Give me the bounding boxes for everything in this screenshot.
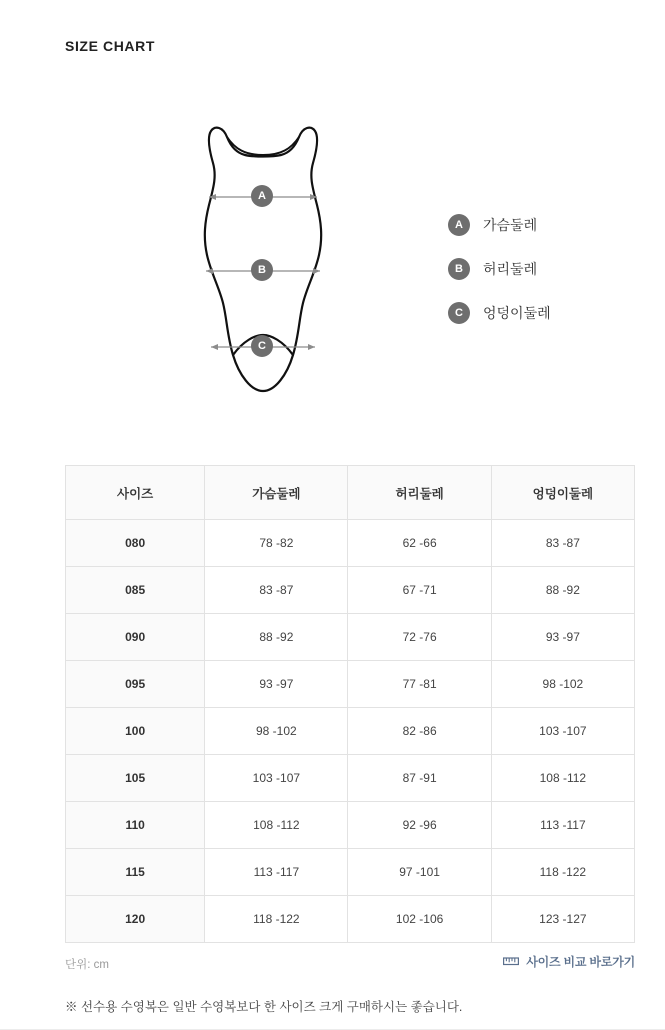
cell-waist: 82 -86	[348, 708, 491, 755]
size-note: ※ 선수용 수영복은 일반 수영복보다 한 사이즈 크게 구매하시는 좋습니다.	[65, 1000, 463, 1014]
unit-label: 단위: cm	[65, 959, 109, 971]
cell-bust: 88 -92	[205, 614, 348, 661]
cell-waist: 72 -76	[348, 614, 491, 661]
diagram-marker-a: A	[251, 185, 273, 207]
column-header-size: 사이즈	[66, 466, 205, 520]
cell-size: 095	[66, 661, 205, 708]
table-row	[66, 849, 635, 896]
page-title: SIZE CHART	[65, 38, 155, 54]
cell-waist: 67 -71	[348, 567, 491, 614]
table-row	[66, 896, 635, 943]
cell-bust: 113 -117	[205, 849, 348, 896]
cell-waist: 102 -106	[348, 896, 491, 943]
column-header-waist: 허리둘레	[348, 466, 491, 520]
legend-badge-a: A	[448, 214, 470, 236]
cell-size: 090	[66, 614, 205, 661]
table-row	[66, 614, 635, 661]
legend-label-waist: 허리둘레	[483, 261, 538, 277]
cell-hip: 98 -102	[491, 661, 634, 708]
cell-bust: 83 -87	[205, 567, 348, 614]
table-footer	[65, 955, 635, 979]
cell-hip: 88 -92	[491, 567, 634, 614]
legend-item-hip	[448, 302, 551, 324]
cell-waist: 97 -101	[348, 849, 491, 896]
cell-hip: 103 -107	[491, 708, 634, 755]
cell-bust: 98 -102	[205, 708, 348, 755]
cell-waist: 92 -96	[348, 802, 491, 849]
cell-size: 085	[66, 567, 205, 614]
diagram-marker-c: C	[251, 335, 273, 357]
size-compare-link[interactable]	[503, 953, 635, 970]
table-row	[66, 802, 635, 849]
cell-waist: 77 -81	[348, 661, 491, 708]
cell-hip: 113 -117	[491, 802, 634, 849]
table-row	[66, 567, 635, 614]
cell-bust: 103 -107	[205, 755, 348, 802]
diagram-section	[65, 64, 635, 459]
cell-hip: 83 -87	[491, 520, 634, 567]
legend-item-bust	[448, 214, 551, 236]
cell-hip: 93 -97	[491, 614, 634, 661]
cell-bust: 118 -122	[205, 896, 348, 943]
size-compare-link-label: 사이즈 비교 바로가기	[526, 955, 635, 969]
legend-label-bust: 가슴둘레	[483, 217, 538, 233]
legend-item-waist	[448, 258, 551, 280]
size-table	[65, 465, 635, 943]
legend-badge-c: C	[448, 302, 470, 324]
table-row	[66, 520, 635, 567]
cell-hip: 123 -127	[491, 896, 634, 943]
cell-bust: 78 -82	[205, 520, 348, 567]
table-header-row	[66, 466, 635, 520]
cell-hip: 118 -122	[491, 849, 634, 896]
cell-size: 105	[66, 755, 205, 802]
cell-hip: 108 -112	[491, 755, 634, 802]
column-header-hip: 엉덩이둘레	[491, 466, 634, 520]
table-row	[66, 755, 635, 802]
cell-size: 115	[66, 849, 205, 896]
cell-waist: 87 -91	[348, 755, 491, 802]
cell-size: 120	[66, 896, 205, 943]
cell-bust: 108 -112	[205, 802, 348, 849]
cell-waist: 62 -66	[348, 520, 491, 567]
cell-size: 110	[66, 802, 205, 849]
ruler-icon	[503, 956, 519, 967]
legend-label-hip: 엉덩이둘레	[483, 305, 551, 321]
diagram-marker-b: B	[251, 259, 273, 281]
cell-size: 100	[66, 708, 205, 755]
table-row	[66, 708, 635, 755]
legend-badge-b: B	[448, 258, 470, 280]
cell-bust: 93 -97	[205, 661, 348, 708]
table-row	[66, 661, 635, 708]
legend	[448, 214, 551, 346]
column-header-bust: 가슴둘레	[205, 466, 348, 520]
content-area	[65, 0, 635, 1015]
cell-size: 080	[66, 520, 205, 567]
